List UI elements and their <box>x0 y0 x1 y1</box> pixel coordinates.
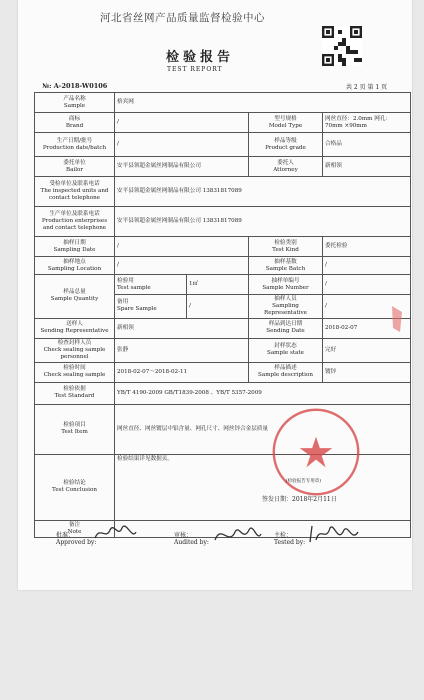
audited-by-label: 审核： Audited by: <box>174 532 209 546</box>
report-number: №: A-2018-W0106 <box>42 82 108 90</box>
report-title: 检验报告 <box>166 50 235 65</box>
approved-by-label: 批准： Approved by: <box>56 532 97 546</box>
signature-row <box>56 520 386 544</box>
table-row: 样品总量 Sample Quantity 检验用 Test sample 1㎡ 抽样单编号 Sample Number / <box>35 275 411 295</box>
table-row: 受检单位及联系电话 The inspected units and contact telephone 安平县领超金属丝网制品有限公司 13831817089 <box>35 177 411 207</box>
tested-by-label: 主检： Tested by: <box>274 532 306 546</box>
table-row: 送样人 Sending Representative 新相领 样品到达日期 Sending Date 2018-02-07 <box>35 318 411 338</box>
table-row: 抽样日期 Sampling Date / 检验类别 Test Kind 委托检验 <box>35 237 411 257</box>
table-row: 检验依据 Test Standard YB/T 4190-2009 GB/T1839-2008 、YB/T 5357-2009 <box>35 382 411 404</box>
auditor-signature-icon <box>211 520 263 548</box>
conclusion-value: 检验结果详见数据页。 <box>115 454 411 520</box>
product-name-value: 格宾网 <box>115 93 411 113</box>
tester-signature-icon <box>306 520 360 548</box>
table-row: 检验时间 Check sealing sample 2018-02-07～2018-02-11 样品描述 Sample description 镀锌 <box>35 362 411 382</box>
red-mark-icon <box>390 304 404 334</box>
table-row: 备用 Spare Sample / 抽样人员 Sampling Representative / <box>35 295 411 319</box>
table-row: 生产单位及联系电话 Production enterprises and contact telephone 安平县领超金属丝网制品有限公司 13831817089 <box>35 207 411 237</box>
table-row: 检验结论 Test Conclusion 检验结果详见数据页。 <box>35 454 411 520</box>
table-row: 生产日期/批号 Production date/batch / 样品等级 Product grade 合格品 <box>35 133 411 157</box>
table-row: 产品名称 Sample 格宾网 <box>35 93 411 113</box>
qr-code-icon <box>322 26 362 66</box>
seal-note: (检验报告专用章) <box>286 479 322 484</box>
official-seal-icon <box>268 404 364 500</box>
table-row: 检查封样人员 Check sealing sample personnel 张静 封样状态 Sample state 完好 <box>35 338 411 362</box>
page-number: 共 2 页 第 1 页 <box>346 84 388 91</box>
table-row: 抽样地点 Sampling Location / 抽样基数 Sample Batch / <box>35 257 411 275</box>
report-subtitle: TEST REPORT <box>167 66 223 73</box>
model-value: 网丝直径：2.0mm 网孔：70mm ×90mm <box>323 113 411 133</box>
sign-date: 签发日期：2018年2月11日 <box>262 496 337 503</box>
table-row: 备注 Note <box>35 520 411 537</box>
table-row: 检验项目 Test Item 网丝直径、网丝镀层中铝含量、网孔尺寸、网丝锌合金层质量 <box>35 404 411 454</box>
table-row: 商标 Brand / 型号规格 Model Type 网丝直径：2.0mm 网孔：70mm ×90mm <box>35 113 411 133</box>
table-row: 委托单位 Bailor 安平县领超金属丝网制品有限公司 委托人 Attorney 新相领 <box>35 157 411 177</box>
org-name: 河北省丝网产品质量监督检验中心 <box>100 12 265 24</box>
approver-signature-icon <box>92 520 138 546</box>
